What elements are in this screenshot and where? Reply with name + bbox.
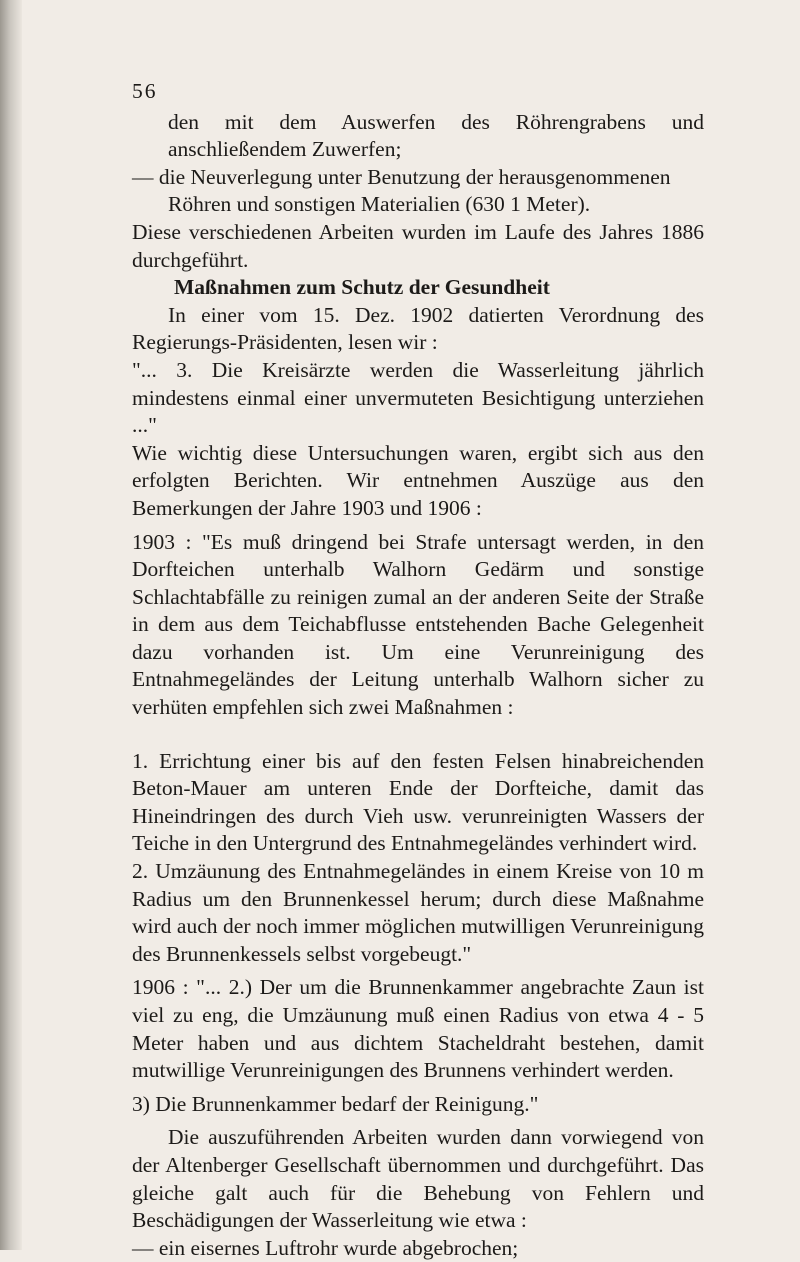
paragraph-measure-1: 1. Errichtung einer bis auf den festen Felsen hinabreichenden Beton-Mauer am unteren Ende der Dorfteiche, damit das Hineindringen des durch Vieh usw. verunreinigten Wassers der Teiche in den Untergrund des Entnahmegeländes verhindert wird. xyxy=(132,748,704,856)
paragraph-untersuchungen: Wie wichtig diese Untersuchungen waren, ergibt sich aus den erfolgten Berichten. Wir entnehmen Auszüge aus den Bemerkungen der Jahre 1903 und 1906 : xyxy=(132,440,704,520)
paragraph-1906: 1906 : "... 2.) Der um die Brunnenkammer angebrachte Zaun ist viel zu eng, die Umzäunung muß einen Radius von etwa 4 - 5 Meter haben und aus dichtem Stacheldraht bestehen, damit mutwillige Verunreinigungen des Brunnens verhindert werden. xyxy=(132,975,704,1083)
text-line-2: — die Neuverlegung unter Benutzung der herausgenommenen xyxy=(132,164,671,189)
book-page xyxy=(132,78,704,1262)
paragraph-measure-2: 2. Umzäunung des Entnahmegeländes in einem Kreise von 10 m Radius um den Brunnenkessel herum; durch diese Maßnahme wird auch der noch immer möglichen mutwilligen Verunreinigung des Brunnenkessels selbst vorgebeugt." xyxy=(132,859,704,966)
paragraph-arbeiten: Die auszuführenden Arbeiten wurden dann vorwiegend von der Altenberger Gesellschaft übernommen und durchgeführt. Das gleiche galt auch für die Behebung von Fehlern und Beschädigungen der Wasserleitung wie etwa : xyxy=(132,1125,704,1233)
paragraph-luftrohr: — ein eisernes Luftrohr wurde abgebrochen; xyxy=(132,1235,519,1260)
page-number: 56 xyxy=(132,79,158,103)
paragraph-verordnung: In einer vom 15. Dez. 1902 datierten Verordnung des Regierungs-Präsidenten, lesen wir : xyxy=(132,302,704,355)
text-line-4: Diese verschiedenen Arbeiten wurden im Laufe des Jahres 1886 durchgeführt. xyxy=(132,219,704,272)
binding-shadow xyxy=(0,0,22,1250)
section-heading: Maßnahmen zum Schutz der Gesundheit xyxy=(174,275,550,300)
paragraph-reinigung: 3) Die Brunnenkammer bedarf der Reinigung." xyxy=(132,1091,539,1116)
text-line-1: den mit dem Auswerfen des Röhrengrabens und anschließendem Zuwerfen; xyxy=(168,109,704,162)
paragraph-1903: 1903 : "Es muß dringend bei Strafe untersagt werden, in den Dorfteichen unterhalb Walhorn Gedärm und sonstige Schlachtabfälle zu reinigen zumal an der anderen Seite der Straße in dem aus dem Teichabflusse entstehenden Bache Gelegenheit dazu vorhanden ist. Um eine Verunreinigung des Entnahmegeländes der Leitung unterhalb Walhorn sicher zu verhüten empfehlen sich zwei Maßnahmen : xyxy=(132,529,704,720)
paragraph-quote-3: "... 3. Die Kreisärzte werden die Wasserleitung jährlich mindestens einmal einer unvermuteten Besichtigung unterziehen ..." xyxy=(132,357,704,438)
text-line-3: Röhren und sonstigen Materialien (630 1 Meter). xyxy=(168,192,591,217)
